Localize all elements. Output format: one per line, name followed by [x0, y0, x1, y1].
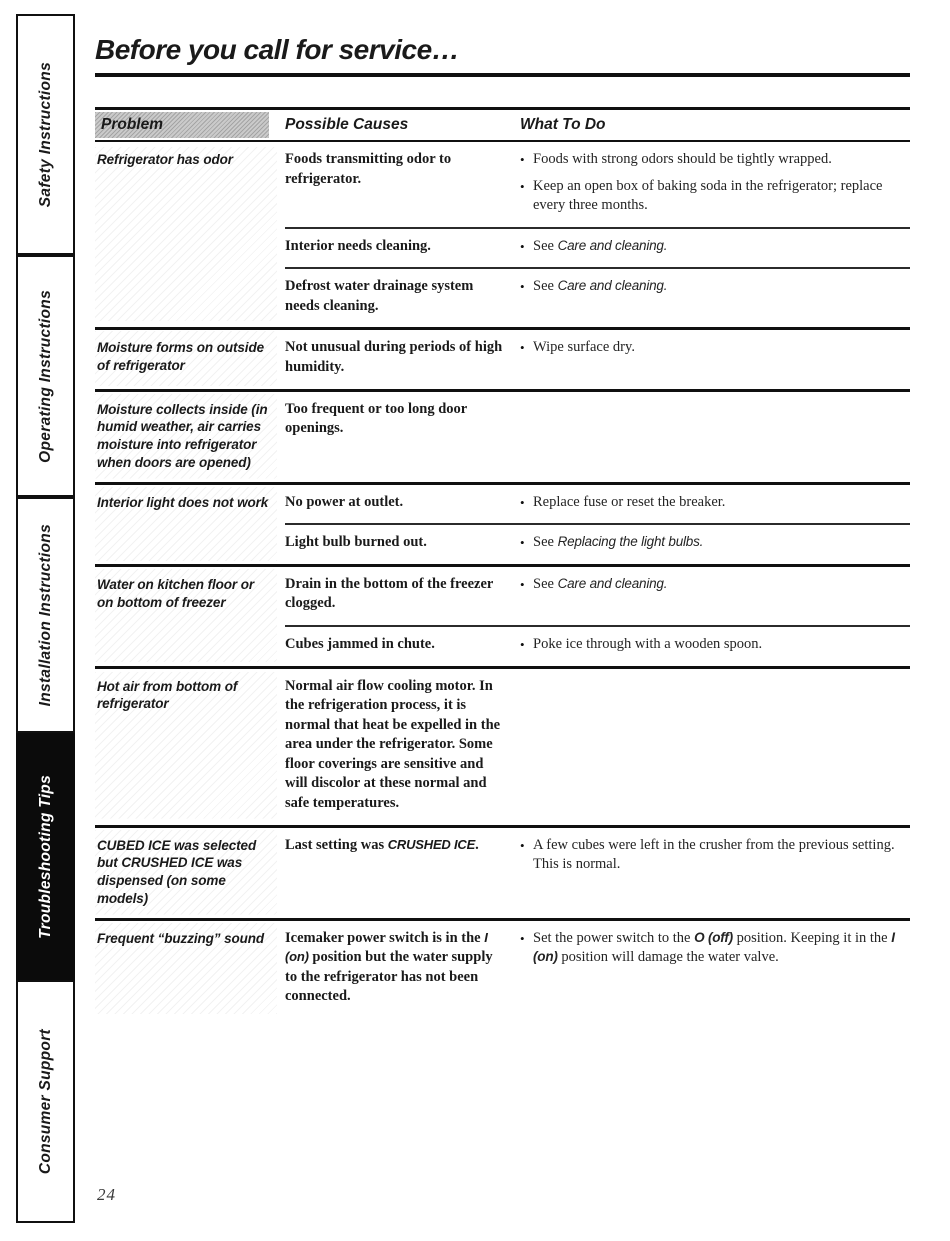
possible-cause-cell — [285, 338, 520, 377]
what-to-do-cell — [520, 277, 910, 316]
text-segment: Replace fuse or reset the breaker. — [533, 493, 726, 510]
text-segment: See — [533, 534, 558, 551]
bullet-icon: • — [520, 152, 525, 167]
cause-subrow — [285, 142, 910, 227]
action-text — [533, 533, 703, 553]
action-item — [520, 237, 906, 257]
text-segment: Keep an open box of baking soda in the refrigerator; replace every three months. — [533, 177, 887, 214]
possible-cause-cell — [285, 929, 520, 1007]
action-text — [533, 237, 667, 257]
possible-cause-cell — [285, 677, 520, 814]
text-segment: Care and cleaning. — [557, 278, 668, 294]
subrow-list — [285, 330, 910, 388]
sidebar-item-safety-instructions — [16, 14, 75, 255]
text-segment: Replacing the light bulbs. — [557, 534, 704, 550]
subrow-list — [285, 392, 910, 482]
text-segment: position. Keeping it in the — [732, 929, 892, 946]
what-to-do-cell — [520, 836, 910, 875]
cause-subrow — [285, 267, 910, 327]
action-item — [520, 493, 906, 513]
text-segment: A few cubes were left in the crusher from the previous setting. This is normal. — [533, 836, 898, 873]
sidebar-item-consumer-support — [16, 980, 75, 1223]
action-text — [533, 277, 667, 297]
bullet-icon: • — [520, 340, 525, 356]
column-header-what-to-do: What To Do — [520, 116, 606, 133]
what-to-do-cell — [520, 635, 910, 655]
text-segment: position will damage the water valve. — [557, 949, 779, 966]
action-item — [520, 929, 906, 968]
text-segment: See — [533, 575, 558, 592]
sidebar-item-label: Consumer Support — [36, 1028, 54, 1175]
what-to-do-cell — [520, 237, 910, 257]
text-segment: Foods with strong odors should be tightly wrapped. — [533, 151, 832, 167]
cause-subrow — [285, 227, 910, 268]
action-item — [520, 177, 906, 216]
text-segment: Interior needs cleaning. — [285, 237, 431, 254]
text-segment: I (on) — [533, 929, 899, 965]
what-to-do-cell — [520, 929, 910, 1007]
text-segment: Care and cleaning. — [557, 237, 668, 253]
bullet-icon: • — [520, 837, 525, 853]
text-segment: position but the water supply to the refrigerator has not been connected. — [285, 949, 497, 1005]
text-segment: Set the power switch to the — [533, 929, 695, 946]
subrow-list — [285, 567, 910, 666]
table-row — [95, 921, 910, 1018]
action-item — [520, 150, 906, 170]
possible-cause-cell — [285, 237, 520, 257]
sidebar-item-installation-instructions — [16, 497, 75, 733]
sidebar-item-label: Safety Instructions — [36, 61, 54, 208]
text-segment: No power at outlet. — [285, 493, 404, 510]
problem-cell: Water on kitchen floor or on bottom of freezer — [95, 567, 285, 666]
possible-cause-cell — [285, 635, 520, 655]
sidebar-item-label: Installation Instructions — [36, 523, 54, 707]
subrow-list — [285, 921, 910, 1018]
action-item — [520, 635, 906, 655]
bullet-icon: • — [520, 178, 525, 194]
action-text — [533, 493, 725, 513]
action-text — [533, 575, 667, 595]
what-to-do-cell — [520, 150, 910, 216]
text-segment: Icemaker power switch is in the — [285, 929, 485, 946]
what-to-do-cell — [520, 533, 910, 553]
text-segment: Normal air flow cooling motor. In the refrigeration process, it is normal that heat be expelled in the area under the refrigerator. Some floor coverings are sensitive and will discolor at these normal and safe temperatures. — [285, 677, 504, 811]
text-segment: Last setting was — [285, 836, 388, 853]
text-segment: O (off) — [694, 929, 733, 945]
text-segment: . — [475, 836, 479, 853]
table-row — [95, 142, 910, 330]
what-to-do-cell — [520, 677, 910, 814]
sidebar-item-label: Troubleshooting Tips — [36, 774, 54, 939]
sidebar-item-troubleshooting-tips — [16, 733, 75, 980]
text-segment: See — [533, 237, 558, 254]
section-tab-sidebar — [16, 14, 75, 1223]
cause-subrow — [285, 625, 910, 666]
action-item — [520, 277, 906, 297]
page-number: 24 — [97, 1185, 116, 1204]
table-row — [95, 330, 910, 391]
text-segment: See — [533, 278, 558, 295]
table-row — [95, 392, 910, 485]
text-segment: Poke ice through with a wooden spoon. — [533, 636, 763, 652]
problem-cell: Moisture collects inside (in humid weather, air carries moisture into refrigerator when doors are opened) — [95, 392, 285, 482]
what-to-do-cell — [520, 338, 910, 377]
text-segment: Drain in the bottom of the freezer clogged. — [285, 575, 497, 612]
possible-cause-cell — [285, 493, 520, 513]
text-segment: Care and cleaning. — [557, 575, 668, 591]
column-header-problem: Problem — [95, 112, 285, 138]
text-segment: CRUSHED ICE — [387, 836, 476, 852]
cause-subrow — [285, 330, 910, 388]
cause-subrow — [285, 921, 910, 1018]
bullet-icon: • — [520, 279, 525, 295]
bullet-icon: • — [520, 494, 525, 510]
subrow-list — [285, 828, 910, 918]
table-row — [95, 567, 910, 669]
text-segment: Too frequent or too long door openings. — [285, 400, 471, 437]
text-segment: Foods transmitting odor to refrigerator. — [285, 151, 455, 187]
action-text — [533, 338, 635, 358]
subrow-list — [285, 669, 910, 825]
action-text — [533, 635, 762, 655]
cause-subrow — [285, 523, 910, 564]
sidebar-item-label: Operating Instructions — [36, 289, 54, 463]
action-item — [520, 533, 906, 553]
bullet-icon: • — [520, 637, 525, 652]
what-to-do-cell — [520, 493, 910, 513]
problem-cell: Hot air from bottom of refrigerator — [95, 669, 285, 825]
cause-subrow — [285, 567, 910, 625]
action-text — [533, 929, 906, 968]
action-text — [533, 177, 906, 216]
action-text — [533, 150, 832, 170]
subrow-list — [285, 485, 910, 564]
sidebar-item-operating-instructions — [16, 255, 75, 497]
bullet-icon: • — [520, 535, 525, 551]
possible-cause-cell — [285, 575, 520, 614]
possible-cause-cell — [285, 150, 520, 216]
cause-subrow — [285, 669, 910, 825]
bullet-icon: • — [520, 930, 525, 946]
possible-cause-cell — [285, 533, 520, 553]
table-row — [95, 485, 910, 567]
action-item — [520, 836, 906, 875]
problem-cell: Refrigerator has odor — [95, 142, 285, 327]
bullet-icon: • — [520, 576, 525, 592]
possible-cause-cell — [285, 400, 520, 439]
text-segment: Wipe surface dry. — [533, 339, 635, 356]
problem-cell: Moisture forms on outside of refrigerator — [95, 330, 285, 388]
action-text — [533, 836, 906, 875]
action-item — [520, 575, 906, 595]
table-header-row — [95, 107, 910, 142]
page-content — [95, 0, 910, 1018]
text-segment: Defrost water drainage system needs cleaning. — [285, 278, 477, 314]
possible-cause-cell — [285, 836, 520, 875]
subrow-list — [285, 142, 910, 327]
cause-subrow — [285, 485, 910, 524]
cause-subrow — [285, 828, 910, 886]
table-row — [95, 669, 910, 828]
page-title: Before you call for service… — [95, 34, 910, 77]
action-item — [520, 338, 906, 358]
text-segment: Light bulb burned out. — [285, 534, 427, 551]
text-segment: I (on) — [285, 929, 492, 965]
what-to-do-cell — [520, 400, 910, 439]
column-header-possible-causes: Possible Causes — [285, 116, 409, 133]
troubleshooting-table — [95, 107, 910, 1018]
troubleshooting-table-body — [95, 142, 910, 1018]
problem-cell: Interior light does not work — [95, 485, 285, 564]
text-segment: Not unusual during periods of high humidity. — [285, 339, 506, 375]
table-row — [95, 828, 910, 921]
what-to-do-cell — [520, 575, 910, 614]
bullet-icon: • — [520, 238, 525, 254]
problem-cell: CUBED ICE was selected but CRUSHED ICE was dispensed (on some models) — [95, 828, 285, 918]
text-segment: Cubes jammed in chute. — [285, 636, 435, 652]
possible-cause-cell — [285, 277, 520, 316]
problem-cell: Frequent “buzzing” sound — [95, 921, 285, 1018]
cause-subrow — [285, 392, 910, 450]
